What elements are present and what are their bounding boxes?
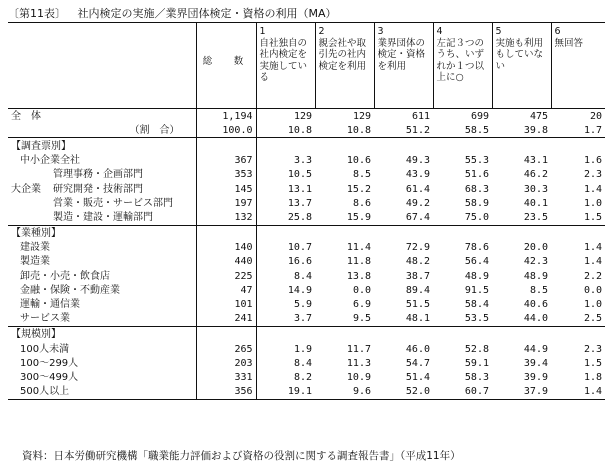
header-col-6: 6 無回答 <box>551 23 605 109</box>
header-col-4: 4 左記３つのうち、いずれか１つ以上に○ <box>433 23 492 109</box>
value-cell: 51.5 <box>405 299 430 311</box>
empty-cell <box>256 326 315 342</box>
value-cell: 48.9 <box>464 270 489 282</box>
value-cell: 61.4 <box>405 183 430 195</box>
total-cell: 265 <box>196 342 256 356</box>
total-cell: 197 <box>196 196 256 210</box>
row-label <box>8 370 196 384</box>
value-cell: 49.2 <box>405 197 430 209</box>
value-cell: 1.4 <box>583 183 602 195</box>
table-row <box>8 182 605 196</box>
value-cell: 15.9 <box>346 211 371 223</box>
row-label <box>8 269 196 283</box>
value-cell: 10.8 <box>256 123 315 138</box>
row-label <box>8 168 196 182</box>
table-number: 〔第11表〕 <box>8 7 66 20</box>
source-note: 資料：日本労働研究機構「職業能力評価および資格の役割に関する調査報告書」（平成11年） <box>22 450 461 462</box>
row-label <box>8 154 196 168</box>
empty-cell <box>433 138 492 154</box>
row-label-text: 研究開発・技術部門 <box>53 183 143 195</box>
value-cell: 8.5 <box>352 169 371 181</box>
row-label-text: 製造・建設・運輸部門 <box>53 211 153 223</box>
row-label <box>8 356 196 370</box>
value-cell: 19.1 <box>256 385 315 400</box>
value-cell: 44.9 <box>523 343 548 355</box>
value-cell: 25.8 <box>287 211 312 223</box>
value-cell: 2.3 <box>583 343 602 355</box>
value-cell: 75.0 <box>464 211 489 223</box>
table-row <box>8 312 605 327</box>
value-cell: 1.0 <box>583 197 602 209</box>
data-table <box>8 22 605 400</box>
total-cell: 1,194 <box>196 109 256 124</box>
value-cell: 51.2 <box>374 123 433 138</box>
empty-cell <box>374 225 433 241</box>
value-cell: 39.4 <box>523 357 548 369</box>
empty-cell <box>433 225 492 241</box>
empty-cell <box>256 138 315 154</box>
value-cell: 49.3 <box>405 155 430 167</box>
row-label <box>8 241 196 255</box>
value-cell: 20.0 <box>523 242 548 254</box>
value-cell: 699 <box>470 110 489 122</box>
empty-cell <box>551 225 605 241</box>
value-cell: 14.9 <box>287 284 312 296</box>
value-cell: 48.1 <box>405 313 430 325</box>
value-cell: 39.9 <box>523 371 548 383</box>
value-cell: 40.1 <box>523 197 548 209</box>
total-cell: 331 <box>196 370 256 384</box>
total-cell: 47 <box>196 283 256 297</box>
row-label-text: 運輸・通信業 <box>20 299 80 311</box>
value-cell: 1.5 <box>583 211 602 223</box>
value-cell: 51.4 <box>405 371 430 383</box>
value-cell: 37.9 <box>492 385 551 400</box>
value-cell: 60.7 <box>433 385 492 400</box>
table-row <box>8 109 605 124</box>
header-col-3: 3 業界団体の検定・資格を利用 <box>374 23 433 109</box>
row-label-text: 500人以上 <box>20 386 70 398</box>
table-row <box>8 269 605 283</box>
value-cell: 55.3 <box>464 155 489 167</box>
section-label: 【調査票別】 <box>8 138 196 154</box>
empty-cell <box>492 225 551 241</box>
value-cell: 42.3 <box>523 256 548 268</box>
value-cell: 53.5 <box>464 313 489 325</box>
value-cell: 51.6 <box>464 169 489 181</box>
row-label-text: 管理事務・企画部門 <box>53 169 143 181</box>
value-cell: 9.6 <box>315 385 374 400</box>
row-label-text: （割 合） <box>129 124 180 136</box>
value-cell: 8.4 <box>293 270 312 282</box>
row-label <box>8 123 196 138</box>
total-cell: 353 <box>196 168 256 182</box>
row-label-text: 100人未満 <box>20 343 70 355</box>
total-cell: 367 <box>196 154 256 168</box>
empty-cell <box>315 138 374 154</box>
value-cell: 38.7 <box>405 270 430 282</box>
table-row <box>8 297 605 311</box>
row-label-text: 300〜499人 <box>20 371 79 383</box>
header-col-2: 2 親会社や取引先の社内検定を利用 <box>315 23 374 109</box>
value-cell: 10.5 <box>287 169 312 181</box>
table-row <box>8 168 605 182</box>
value-cell: 58.5 <box>433 123 492 138</box>
row-label-text: 建設業 <box>20 242 50 254</box>
value-cell: 2.2 <box>583 270 602 282</box>
value-cell: 15.2 <box>346 183 371 195</box>
header-row <box>8 23 605 109</box>
total-cell: 440 <box>196 255 256 269</box>
total-cell: 132 <box>196 210 256 225</box>
value-cell: 10.7 <box>287 242 312 254</box>
value-cell: 1.5 <box>583 357 602 369</box>
row-label-text: 全 体 <box>11 110 41 122</box>
value-cell: 20 <box>589 110 602 122</box>
total-cell: 356 <box>196 385 256 400</box>
table-title <box>8 5 337 21</box>
row-label <box>8 109 196 124</box>
value-cell: 0.0 <box>583 284 602 296</box>
value-cell: 6.9 <box>352 299 371 311</box>
value-cell: 8.2 <box>293 371 312 383</box>
row-label-text: 営業・販売・サービス部門 <box>53 197 173 209</box>
row-label-text: 100〜299人 <box>20 357 79 369</box>
empty-cell <box>315 225 374 241</box>
section-row <box>8 326 605 342</box>
total-cell: 100.0 <box>196 123 256 138</box>
value-cell: 129 <box>352 110 371 122</box>
value-cell: 13.7 <box>287 197 312 209</box>
value-cell: 1.4 <box>583 242 602 254</box>
total-cell: 225 <box>196 269 256 283</box>
section-row <box>8 225 605 241</box>
row-label <box>8 385 196 400</box>
value-cell: 56.4 <box>464 256 489 268</box>
value-cell: 72.9 <box>405 242 430 254</box>
row-label <box>8 196 196 210</box>
value-cell: 30.3 <box>523 183 548 195</box>
table-row <box>8 241 605 255</box>
value-cell: 54.7 <box>405 357 430 369</box>
value-cell: 10.9 <box>346 371 371 383</box>
value-cell: 58.3 <box>464 371 489 383</box>
row-label <box>8 342 196 356</box>
row-label-text: サービス業 <box>20 313 70 325</box>
empty-cell <box>551 326 605 342</box>
total-cell: 101 <box>196 297 256 311</box>
value-cell: 9.5 <box>352 313 371 325</box>
row-label-text: 金融・保険・不動産業 <box>20 284 120 296</box>
total-cell: 241 <box>196 312 256 327</box>
header-col-1: 1 自社独自の社内検定を実施している <box>256 23 315 109</box>
value-cell: 91.5 <box>464 284 489 296</box>
value-cell: 1.6 <box>583 155 602 167</box>
section-label: 【規模別】 <box>8 326 196 342</box>
total-cell: 203 <box>196 356 256 370</box>
section-label: 【業種別】 <box>8 225 196 241</box>
value-cell: 3.3 <box>293 155 312 167</box>
empty-cell <box>492 138 551 154</box>
table-body <box>8 109 605 400</box>
table-row <box>8 356 605 370</box>
empty-cell <box>374 326 433 342</box>
row-label-text: 中小企業全社 <box>20 155 80 167</box>
header-total: 総 数 <box>196 23 256 109</box>
value-cell: 11.8 <box>346 256 371 268</box>
table-row <box>8 255 605 269</box>
value-cell: 2.5 <box>583 313 602 325</box>
row-label <box>8 297 196 311</box>
row-label <box>8 312 196 327</box>
value-cell: 67.4 <box>405 211 430 223</box>
value-cell: 52.8 <box>464 343 489 355</box>
table-row <box>8 196 605 210</box>
value-cell: 89.4 <box>405 284 430 296</box>
value-cell: 16.6 <box>287 256 312 268</box>
row-label-text: 製造業 <box>20 256 50 268</box>
row-label-text: 卸売・小売・飲食店 <box>20 270 110 282</box>
value-cell: 8.6 <box>352 197 371 209</box>
value-cell: 611 <box>411 110 430 122</box>
empty-cell <box>256 225 315 241</box>
section-row <box>8 138 605 154</box>
value-cell: 44.0 <box>523 313 548 325</box>
value-cell: 3.7 <box>293 313 312 325</box>
header-label-cell <box>8 23 196 109</box>
value-cell: 13.1 <box>287 183 312 195</box>
value-cell: 129 <box>293 110 312 122</box>
value-cell: 8.5 <box>529 284 548 296</box>
value-cell: 10.6 <box>346 155 371 167</box>
value-cell: 68.3 <box>464 183 489 195</box>
value-cell: 1.4 <box>583 256 602 268</box>
value-cell: 58.4 <box>464 299 489 311</box>
row-label <box>8 182 196 196</box>
empty-cell <box>196 225 256 241</box>
header-col-5: 5 実施も利用もしていない <box>492 23 551 109</box>
value-cell: 52.0 <box>374 385 433 400</box>
value-cell: 1.0 <box>583 299 602 311</box>
value-cell: 1.4 <box>551 385 605 400</box>
value-cell: 1.8 <box>583 371 602 383</box>
value-cell: 1.9 <box>293 343 312 355</box>
table-row <box>8 283 605 297</box>
empty-cell <box>492 326 551 342</box>
row-label <box>8 255 196 269</box>
table-row <box>8 154 605 168</box>
table-row <box>8 385 605 400</box>
empty-cell <box>433 326 492 342</box>
value-cell: 0.0 <box>352 284 371 296</box>
empty-cell <box>315 326 374 342</box>
value-cell: 2.3 <box>583 169 602 181</box>
table-row <box>8 210 605 225</box>
total-cell: 140 <box>196 241 256 255</box>
empty-cell <box>374 138 433 154</box>
value-cell: 48.9 <box>523 270 548 282</box>
value-cell: 5.9 <box>293 299 312 311</box>
row-label <box>8 283 196 297</box>
empty-cell <box>196 138 256 154</box>
value-cell: 48.2 <box>405 256 430 268</box>
value-cell: 10.8 <box>315 123 374 138</box>
total-cell: 145 <box>196 182 256 196</box>
value-cell: 23.5 <box>523 211 548 223</box>
value-cell: 11.7 <box>346 343 371 355</box>
table-row <box>8 342 605 356</box>
empty-cell <box>551 138 605 154</box>
value-cell: 40.6 <box>523 299 548 311</box>
value-cell: 13.8 <box>346 270 371 282</box>
value-cell: 46.0 <box>405 343 430 355</box>
value-cell: 58.9 <box>464 197 489 209</box>
table-row <box>8 123 605 138</box>
row-group-label: 大企業 <box>11 183 41 195</box>
value-cell: 11.4 <box>346 242 371 254</box>
table-row <box>8 370 605 384</box>
table-caption: 社内検定の実施／業界団体検定・資格の利用（MA） <box>77 7 337 20</box>
value-cell: 78.6 <box>464 242 489 254</box>
value-cell: 8.4 <box>293 357 312 369</box>
row-label <box>8 210 196 225</box>
value-cell: 11.3 <box>346 357 371 369</box>
value-cell: 46.2 <box>523 169 548 181</box>
value-cell: 43.9 <box>405 169 430 181</box>
value-cell: 1.7 <box>551 123 605 138</box>
value-cell: 475 <box>529 110 548 122</box>
value-cell: 39.8 <box>492 123 551 138</box>
empty-cell <box>196 326 256 342</box>
value-cell: 59.1 <box>464 357 489 369</box>
value-cell: 43.1 <box>523 155 548 167</box>
